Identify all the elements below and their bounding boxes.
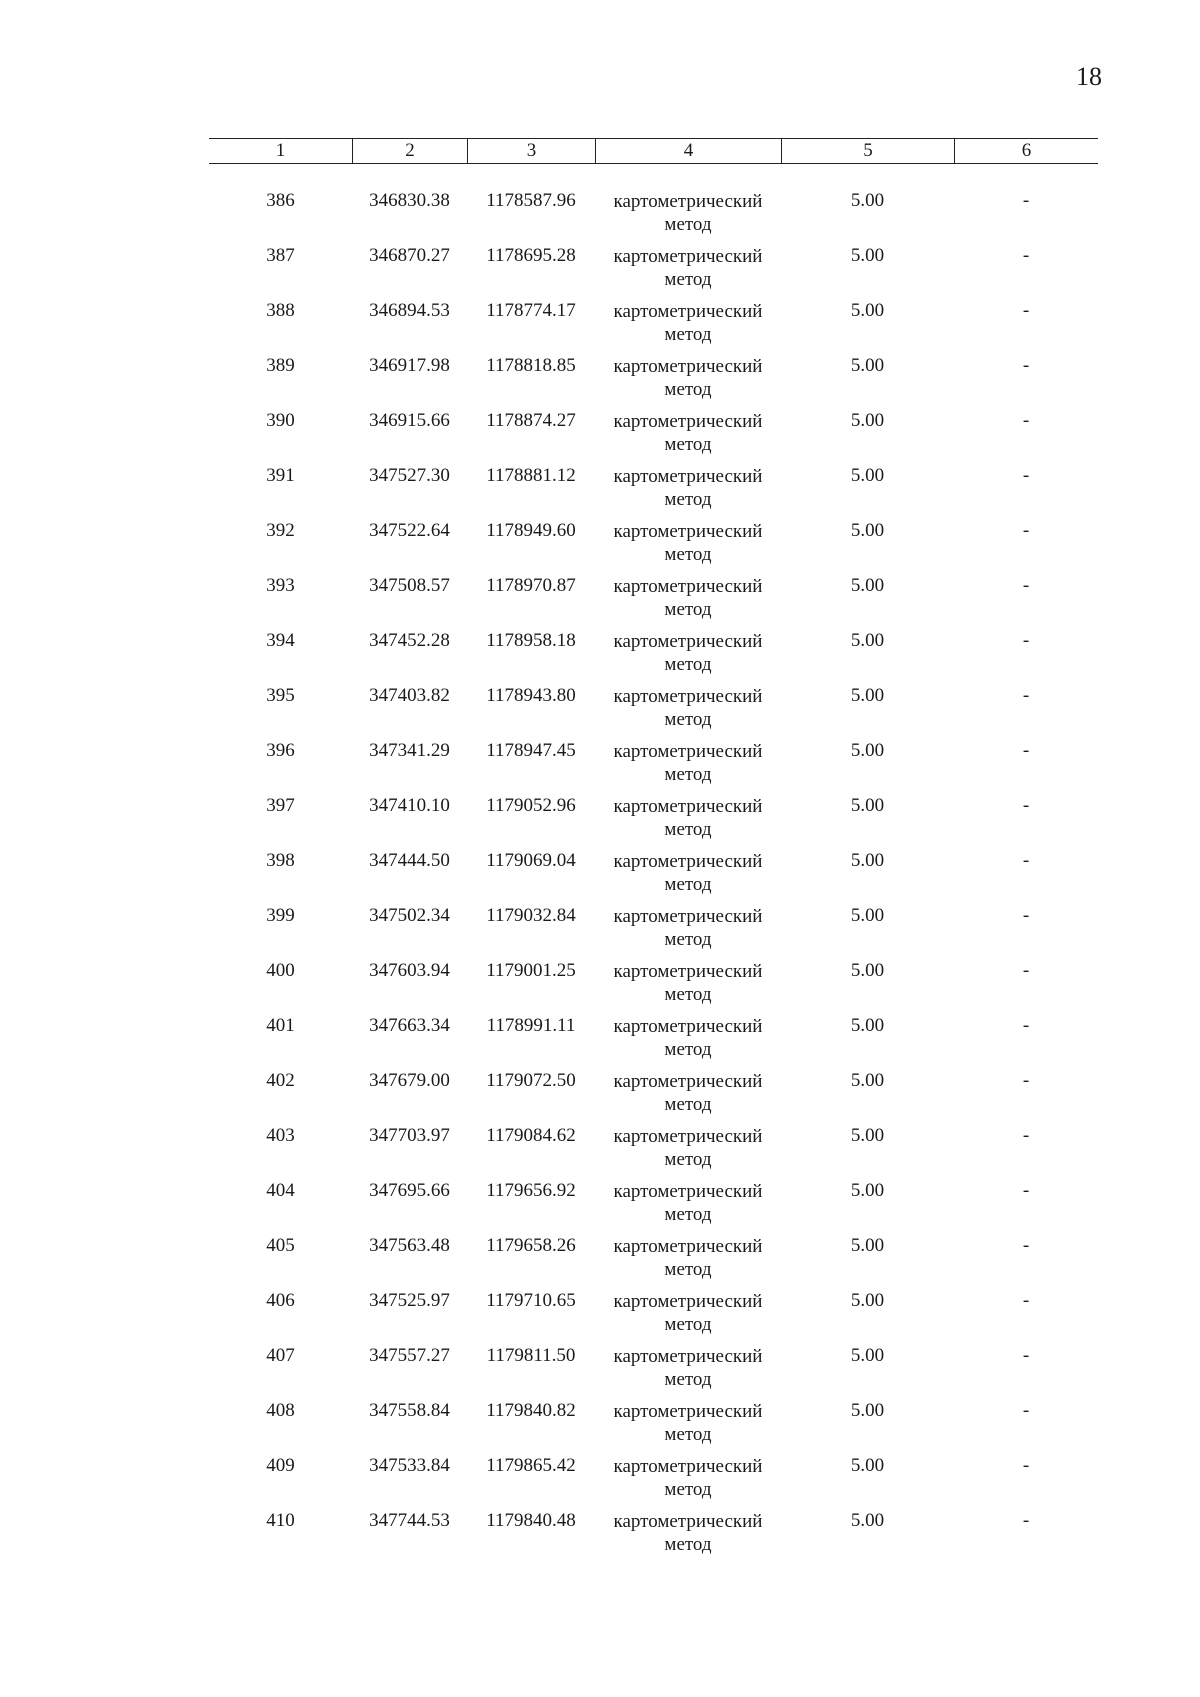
cell-accuracy: 5.00 (850, 630, 885, 651)
table-row (209, 740, 1098, 795)
cell-accuracy: 5.00 (850, 190, 885, 211)
cell-method (595, 245, 781, 300)
cell-coord-y: 1179840.82 (486, 1400, 576, 1421)
cell-coord-y: 1178874.27 (486, 410, 576, 431)
method-text: картометрический метод (613, 961, 763, 1005)
method-text: картометрический метод (613, 1346, 763, 1390)
cell-coord-x: 347695.66 (369, 1180, 450, 1201)
cell-accuracy: 5.00 (850, 740, 885, 761)
cell-point-number: 395 (266, 685, 295, 706)
cell-method (595, 575, 781, 630)
cell-coord-x: 346917.98 (369, 355, 450, 376)
method-text: картометрический метод (613, 356, 763, 400)
cell-method (595, 1125, 781, 1180)
cell-point-number: 389 (266, 355, 295, 376)
header-col-4: 4 (595, 139, 781, 163)
cell-method (595, 1345, 781, 1400)
cell-coord-x: 347563.48 (369, 1235, 450, 1256)
cell-point-number: 404 (266, 1180, 295, 1201)
cell-accuracy: 5.00 (850, 465, 885, 486)
table-row (209, 1455, 1098, 1510)
cell-note: - (1022, 1015, 1030, 1036)
header-col-1: 1 (275, 140, 286, 161)
cell-note: - (1022, 850, 1030, 871)
cell-coord-y: 1178958.18 (486, 630, 576, 651)
cell-point-number: 391 (266, 465, 295, 486)
cell-coord-y: 1179052.96 (486, 795, 576, 816)
table-row (209, 465, 1098, 520)
cell-coord-y: 1179069.04 (486, 850, 576, 871)
table-row (209, 1015, 1098, 1070)
table-row (209, 1290, 1098, 1345)
method-text: картометрический метод (613, 796, 763, 840)
method-text: картометрический метод (613, 1511, 763, 1555)
cell-method (595, 1070, 781, 1125)
cell-note: - (1022, 355, 1030, 376)
cell-coord-x: 346915.66 (369, 410, 450, 431)
cell-note: - (1022, 245, 1030, 266)
cell-note: - (1022, 960, 1030, 981)
table-row (209, 355, 1098, 410)
cell-coord-x: 347744.53 (369, 1510, 450, 1531)
cell-coord-y: 1178947.45 (486, 740, 576, 761)
cell-coord-y: 1179072.50 (486, 1070, 576, 1091)
cell-coord-y: 1178970.87 (486, 575, 576, 596)
cell-point-number: 399 (266, 905, 295, 926)
cell-accuracy: 5.00 (850, 575, 885, 596)
table-row (209, 1345, 1098, 1400)
cell-note: - (1022, 410, 1030, 431)
cell-note: - (1022, 190, 1030, 211)
cell-coord-y: 1179811.50 (486, 1345, 576, 1366)
method-text: картометрический метод (613, 1456, 763, 1500)
method-text: картометрический метод (613, 411, 763, 455)
cell-note: - (1022, 1510, 1030, 1531)
method-text: картометрический метод (613, 1071, 763, 1115)
cell-accuracy: 5.00 (850, 245, 885, 266)
cell-note: - (1022, 1345, 1030, 1366)
cell-point-number: 390 (266, 410, 295, 431)
cell-accuracy: 5.00 (850, 850, 885, 871)
cell-note: - (1022, 300, 1030, 321)
cell-coord-x: 347703.97 (369, 1125, 450, 1146)
cell-accuracy: 5.00 (850, 1510, 885, 1531)
cell-point-number: 397 (266, 795, 295, 816)
cell-note: - (1022, 1180, 1030, 1201)
cell-coord-y: 1178695.28 (486, 245, 576, 266)
cell-point-number: 407 (266, 1345, 295, 1366)
cell-note: - (1022, 905, 1030, 926)
cell-accuracy: 5.00 (850, 685, 885, 706)
method-text: картометрический метод (613, 576, 763, 620)
cell-coord-y: 1178881.12 (486, 465, 576, 486)
table-row (209, 960, 1098, 1015)
cell-coord-y: 1179865.42 (486, 1455, 576, 1476)
method-text: картометрический метод (613, 1401, 763, 1445)
cell-coord-x: 347679.00 (369, 1070, 450, 1091)
table-row (209, 520, 1098, 575)
cell-coord-y: 1178818.85 (486, 355, 576, 376)
cell-accuracy: 5.00 (850, 300, 885, 321)
cell-point-number: 394 (266, 630, 295, 651)
cell-method (595, 520, 781, 575)
cell-coord-y: 1178587.96 (486, 190, 576, 211)
cell-accuracy: 5.00 (850, 795, 885, 816)
cell-accuracy: 5.00 (850, 1235, 885, 1256)
table-row (209, 850, 1098, 905)
cell-point-number: 402 (266, 1070, 295, 1091)
cell-coord-y: 1179084.62 (486, 1125, 576, 1146)
cell-note: - (1022, 1400, 1030, 1421)
table-row (209, 795, 1098, 850)
table-row (209, 575, 1098, 630)
method-text: картометрический метод (613, 851, 763, 895)
coordinates-table (209, 138, 1098, 1565)
cell-method (595, 190, 781, 245)
cell-coord-x: 347525.97 (369, 1290, 450, 1311)
cell-coord-x: 347558.84 (369, 1400, 450, 1421)
cell-accuracy: 5.00 (850, 1455, 885, 1476)
cell-accuracy: 5.00 (850, 1180, 885, 1201)
cell-coord-y: 1179840.48 (486, 1510, 576, 1531)
cell-coord-x: 347508.57 (369, 575, 450, 596)
cell-accuracy: 5.00 (850, 905, 885, 926)
cell-coord-x: 347533.84 (369, 1455, 450, 1476)
cell-note: - (1022, 685, 1030, 706)
cell-coord-x: 347527.30 (369, 465, 450, 486)
cell-point-number: 388 (266, 300, 295, 321)
cell-note: - (1022, 795, 1030, 816)
cell-accuracy: 5.00 (850, 1400, 885, 1421)
method-text: картометрический метод (613, 631, 763, 675)
cell-coord-x: 346870.27 (369, 245, 450, 266)
cell-point-number: 398 (266, 850, 295, 871)
table-row (209, 1180, 1098, 1235)
cell-method (595, 740, 781, 795)
cell-coord-x: 347341.29 (369, 740, 450, 761)
method-text: картометрический метод (613, 1126, 763, 1170)
cell-method (595, 1290, 781, 1345)
cell-point-number: 393 (266, 575, 295, 596)
cell-coord-x: 346894.53 (369, 300, 450, 321)
method-text: картометрический метод (613, 906, 763, 950)
cell-point-number: 396 (266, 740, 295, 761)
cell-accuracy: 5.00 (850, 410, 885, 431)
header-col-3: 3 (467, 139, 595, 163)
cell-point-number: 386 (266, 190, 295, 211)
cell-method (595, 685, 781, 740)
cell-accuracy: 5.00 (850, 1070, 885, 1091)
cell-coord-y: 1179032.84 (486, 905, 576, 926)
cell-accuracy: 5.00 (850, 355, 885, 376)
table-row (209, 1125, 1098, 1180)
cell-coord-x: 347410.10 (369, 795, 450, 816)
page-number: 18 (1076, 62, 1102, 91)
cell-coord-x: 347452.28 (369, 630, 450, 651)
cell-point-number: 392 (266, 520, 295, 541)
cell-point-number: 406 (266, 1290, 295, 1311)
header-col-2: 2 (352, 139, 467, 163)
cell-method (595, 1180, 781, 1235)
cell-coord-y: 1178774.17 (486, 300, 576, 321)
table-row (209, 1070, 1098, 1125)
method-text: картометрический метод (613, 466, 763, 510)
method-text: картометрический метод (613, 741, 763, 785)
cell-coord-y: 1178991.11 (486, 1015, 576, 1036)
table-row (209, 1235, 1098, 1290)
cell-point-number: 387 (266, 245, 295, 266)
cell-note: - (1022, 1070, 1030, 1091)
table-row (209, 410, 1098, 465)
cell-accuracy: 5.00 (850, 960, 885, 981)
cell-coord-x: 347557.27 (369, 1345, 450, 1366)
method-text: картометрический метод (613, 686, 763, 730)
cell-method (595, 465, 781, 520)
cell-coord-x: 347502.34 (369, 905, 450, 926)
table-row (209, 245, 1098, 300)
table-row (209, 1510, 1098, 1565)
cell-coord-x: 347663.34 (369, 1015, 450, 1036)
cell-point-number: 403 (266, 1125, 295, 1146)
cell-note: - (1022, 630, 1030, 651)
cell-note: - (1022, 575, 1030, 596)
cell-point-number: 401 (266, 1015, 295, 1036)
table-row (209, 1400, 1098, 1455)
method-text: картометрический метод (613, 301, 763, 345)
method-text: картометрический метод (613, 1181, 763, 1225)
method-text: картометрический метод (613, 246, 763, 290)
cell-coord-x: 347444.50 (369, 850, 450, 871)
cell-accuracy: 5.00 (850, 1290, 885, 1311)
table-header (209, 138, 1098, 164)
table-row (209, 190, 1098, 245)
cell-method (595, 1510, 781, 1565)
cell-coord-x: 347522.64 (369, 520, 450, 541)
table-row (209, 630, 1098, 685)
cell-note: - (1022, 465, 1030, 486)
table-body (209, 190, 1098, 1565)
method-text: картометрический метод (613, 1291, 763, 1335)
cell-coord-y: 1179656.92 (486, 1180, 576, 1201)
cell-method (595, 1235, 781, 1290)
cell-coord-y: 1178949.60 (486, 520, 576, 541)
cell-note: - (1022, 740, 1030, 761)
cell-method (595, 1015, 781, 1070)
cell-method (595, 300, 781, 355)
cell-method (595, 795, 781, 850)
cell-point-number: 410 (266, 1510, 295, 1531)
cell-accuracy: 5.00 (850, 520, 885, 541)
method-text: картометрический метод (613, 191, 763, 235)
cell-point-number: 400 (266, 960, 295, 981)
cell-coord-y: 1179001.25 (486, 960, 576, 981)
cell-method (595, 850, 781, 905)
table-row (209, 905, 1098, 960)
cell-coord-y: 1178943.80 (486, 685, 576, 706)
cell-coord-y: 1179710.65 (486, 1290, 576, 1311)
header-col-6: 6 (954, 139, 1098, 163)
method-text: картометрический метод (613, 1236, 763, 1280)
cell-accuracy: 5.00 (850, 1345, 885, 1366)
cell-coord-x: 346830.38 (369, 190, 450, 211)
cell-point-number: 409 (266, 1455, 295, 1476)
header-col-5: 5 (781, 139, 954, 163)
cell-note: - (1022, 1455, 1030, 1476)
cell-note: - (1022, 520, 1030, 541)
method-text: картометрический метод (613, 1016, 763, 1060)
cell-method (595, 905, 781, 960)
cell-coord-y: 1179658.26 (486, 1235, 576, 1256)
cell-point-number: 405 (266, 1235, 295, 1256)
table-row (209, 685, 1098, 740)
method-text: картометрический метод (613, 521, 763, 565)
cell-point-number: 408 (266, 1400, 295, 1421)
cell-note: - (1022, 1125, 1030, 1146)
cell-accuracy: 5.00 (850, 1015, 885, 1036)
cell-method (595, 410, 781, 465)
cell-note: - (1022, 1290, 1030, 1311)
cell-accuracy: 5.00 (850, 1125, 885, 1146)
cell-coord-x: 347603.94 (369, 960, 450, 981)
cell-method (595, 630, 781, 685)
cell-note: - (1022, 1235, 1030, 1256)
cell-method (595, 1455, 781, 1510)
cell-method (595, 960, 781, 1015)
cell-coord-x: 347403.82 (369, 685, 450, 706)
cell-method (595, 1400, 781, 1455)
table-row (209, 300, 1098, 355)
cell-method (595, 355, 781, 410)
